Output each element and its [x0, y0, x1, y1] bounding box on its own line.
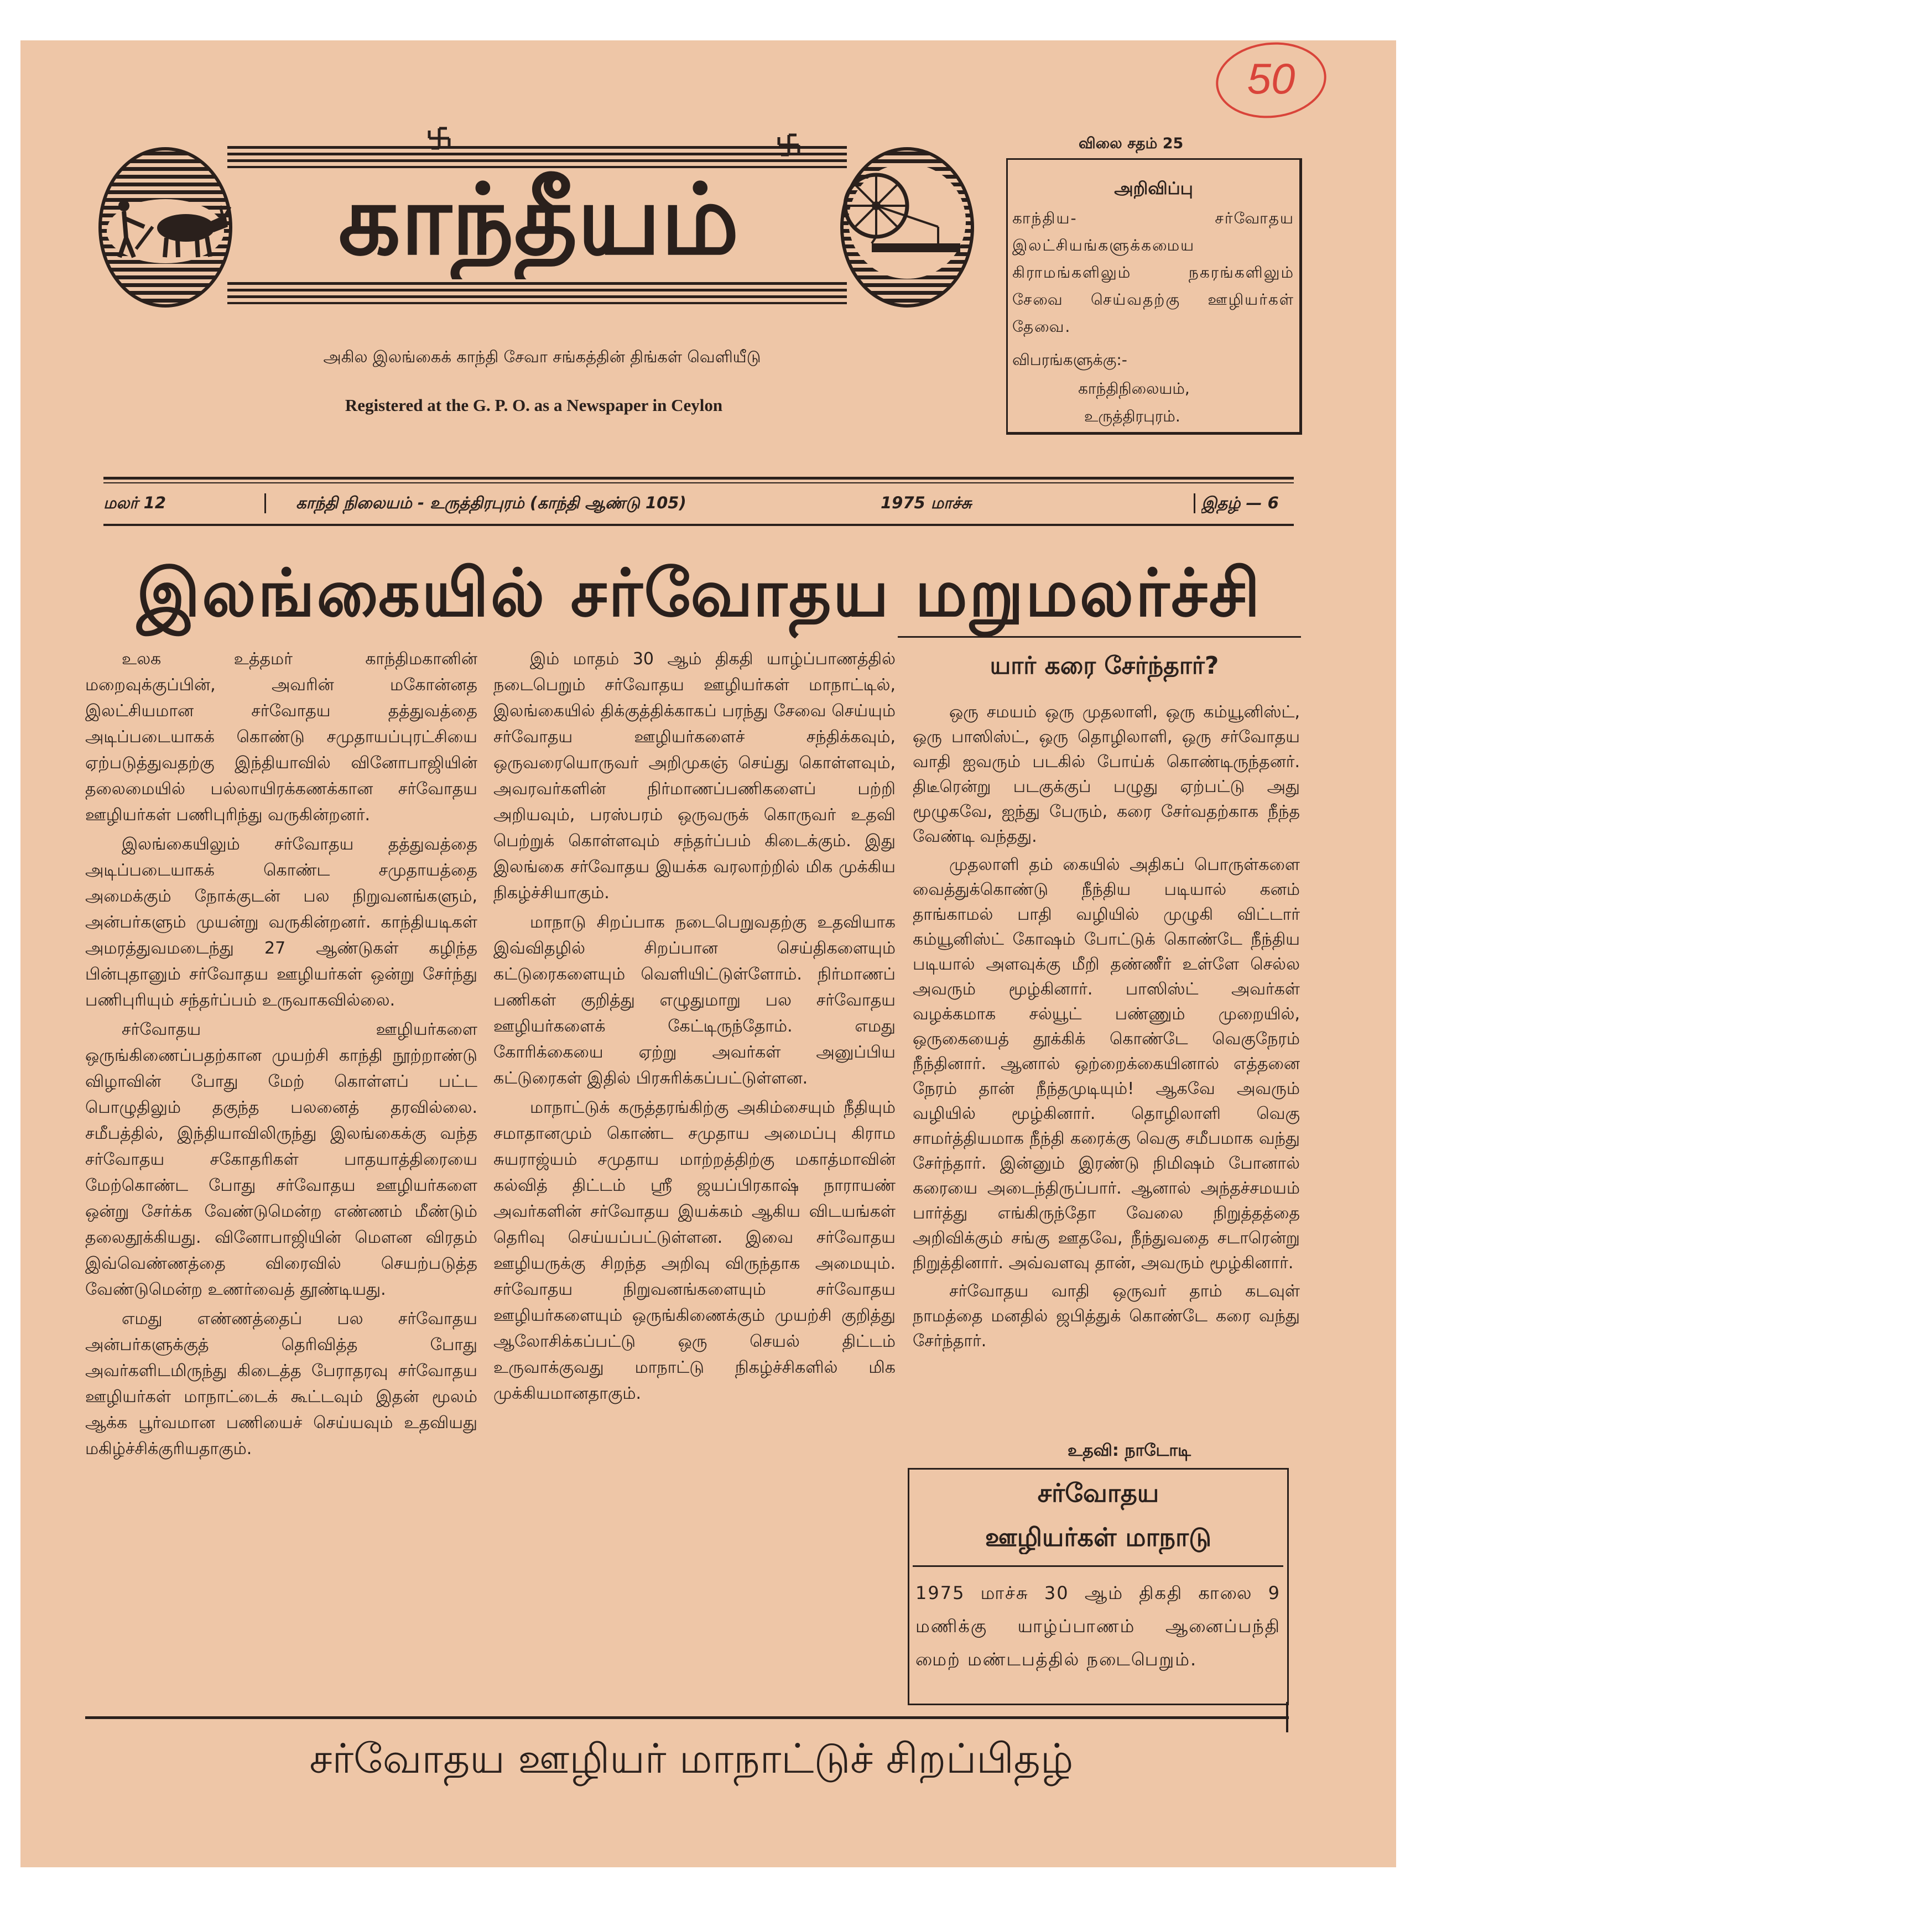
article-paragraph: சர்வோதய ஊழியர்களை ஒருங்கிணைப்பதற்கான முயற்சி காந்தி நூற்றாண்டு விழாவின் போது மேற் கொள்ளப் பட்ட பொழுதிலும் தகுந்த பலனைத் தரவில்லை. சமீபத்தில், இந்தியாவிலிருந்து இலங்கைக்கு வந்த சர்வோதய சகோதரிகள் பாதயாத்திரையை மேற்கொண்ட போது சர்வோதய ஊழியர்களை ஒன்று சேர்க்க வேண்டுமென்ற எண்ணம் மீண்டும் தலைதூக்கியது. வினோபாஜியின் மௌன விரதம் இவ்வெண்ணத்தை விரைவில் செயற்படுத்த வேண்டுமென்ற உணர்வைத் தூண்டியது.	[85, 1020, 477, 1299]
article-column-2	[493, 646, 896, 1702]
issue-date: 1975 மாச்சு	[881, 493, 972, 512]
footer-rule	[85, 1716, 1289, 1719]
issue-bar-bottom-rule	[103, 524, 1294, 526]
notice-address-line: உருத்திரபுரம்.	[1084, 407, 1180, 425]
conference-heading: சர்வோதய	[1037, 1478, 1159, 1508]
article-paragraph: மாநாடு சிறப்பாக நடைபெறுவதற்கு உதவியாக இவ்விதழில் சிறப்பான செய்திகளையும் கட்டுரைகளையும் வெளியிட்டுள்ளோம். நிர்மாணப் பணிகள் குறித்து எழுதுமாறு பல சர்வோதய ஊழியர்களைக் கேட்டிருந்தோம். எமது கோரிக்கையை ஏற்று அவர்கள் அனுப்பிய கட்டுரைகள் இதில் பிரசுரிக்கப்பட்டுள்ளன.	[493, 913, 896, 1088]
notice-contact-label: விபரங்களுக்கு:-	[1012, 351, 1127, 369]
article-column-1	[85, 646, 477, 1697]
issue-bar-divider	[1194, 493, 1195, 513]
masthead-bottom-rules	[227, 282, 847, 304]
story-credit: உதவி: நாடோடி	[1068, 1441, 1191, 1460]
conference-details: 1975 மாச்சு 30 ஆம் திகதி காலை 9 மணிக்கு யாழ்ப்பாணம் ஆனைப்பந்தி மைற் மண்டபத்தில் நடைபெறும்.	[915, 1582, 1281, 1670]
story-paragraph: சர்வோதய வாதி ஒருவர் தாம் கடவுள் நாமத்தை மனதில் ஜபித்துக் கொண்டே கரை வந்து சேர்ந்தார்.	[913, 1282, 1300, 1351]
article-paragraph: உலக உத்தமர் காந்திமகானின் மறைவுக்குப்பின், அவரின் மகோன்னத இலட்சியமான சர்வோதய தத்துவத்தை அடிப்படையாகக் கொண்டு சமுதாயப்புரட்சியை ஏற்படுத்துவதற்கு இந்தியாவில் வினோபாஜியின் தலைமையில் பல்லாயிரக்கணக்கான சர்வோதய ஊழியர்கள் பணிபுரிந்து வருகின்றனர்.	[85, 649, 477, 825]
masthead-title: காந்தீயம்	[338, 163, 740, 277]
conference-heading: ஊழியர்கள் மாநாடு	[985, 1522, 1212, 1552]
issue-bar-divider	[264, 493, 266, 513]
story-paragraph: முதலாளி தம் கையில் அதிகப் பொருள்களை வைத்துக்கொண்டு நீந்திய படியால் கனம் தாங்காமல் பாதி வழியில் முழுகி விட்டார் கம்யூனிஸ்ட் கோஷம் போட்டுக் கொண்டே நீந்திய படியால் அளவுக்கு மீறி தண்ணீர் உள்ளே செல்ல அவரும் மூழ்கினார். பாஸிஸ்ட் அவர்கள் வழக்கமாக சல்யூட் பண்ணும் முறையில், ஒருகையைத் தூக்கிக் கொண்டே வெகுநேரம் நீந்தினார். ஆனால் ஒற்றைக்கையினால் எத்தனை நேரம் தான் நீந்தமுடியும்! ஆகவே அவரும் வழியில் மூழ்கினார். தொழிலாளி வெகு சாமர்த்தியமாக நீந்தி கரைக்கு வெகு சமீபமாக வந்து சேர்ந்தார். இன்னும் இரண்டு நிமிஷம் போனால் கரையை அடைந்திருப்பார். ஆனால் அந்தச்சமயம் பார்த்து எங்கிருந்தோ வேலை நிறுத்தத்தை அறிவிக்கும் சங்கு ஊதவே, நீந்துவதை சடாரென்று நிறுத்தினார். அவ்வளவு தான், அவரும் மூழ்கினார்.	[913, 855, 1300, 1273]
conference-heading-rule	[913, 1565, 1283, 1567]
page-number-mark: 50	[1247, 54, 1295, 103]
issue-bar-top-rule	[103, 482, 1294, 483]
spinning-wheel-icon	[842, 149, 972, 306]
issue-place: காந்தி நிலையம் - உருத்திரபுரம் (காந்தி ஆண்டு 105)	[296, 493, 686, 512]
article-paragraph: எமது எண்ணத்தைப் பல சர்வோதய அன்பர்களுக்குத் தெரிவித்த போது அவர்களிடமிருந்து கிடைத்த பேராதரவு சர்வோதய ஊழியர்கள் மாநாட்டைக் கூட்டவும் இதன் மூலம் ஆக்க பூர்வமான பணியைச் செய்யவும் உதவியது மகிழ்ச்சிக்குரியதாகும்.	[85, 1309, 477, 1459]
notice-body: காந்திய- சர்வோதய இலட்சியங்களுக்கமைய கிராமங்களிலும் நகரங்களிலும் சேவை செய்வதற்கு ஊழியர்கள் தேவை.	[1012, 209, 1294, 336]
ploughman-icon	[100, 149, 231, 306]
story-paragraph: ஒரு சமயம் ஒரு முதலாளி, ஒரு கம்யூனிஸ்ட், ஒரு பாஸிஸ்ட், ஒரு தொழிலாளி, ஒரு சர்வோதய வாதி ஐவரும் படகில் போய்க் கொண்டிருந்தனர். திடீரென்று படகுக்குப் பழுது ஏற்பட்டு அது மூழுகவே, ஐந்து பேரும், கரை சேர்வதற்காக நீந்த வேண்டி வந்தது.	[913, 702, 1300, 846]
swastika-icon	[777, 133, 801, 157]
article-column-3	[913, 700, 1300, 1435]
issue-bar-top-rule	[103, 477, 1294, 480]
article-paragraph: இலங்கையிலும் சர்வோதய தத்துவத்தை அடிப்படையாகக் கொண்ட சமுதாயத்தை அமைக்கும் நோக்குடன் பல நிறுவனங்களும், அன்பர்களும் முயன்று வருகின்றனர். காந்தியடிகள் அமரத்துவமடைந்து 27 ஆண்டுகள் கழிந்த பின்புதானும் சர்வோதய ஊழியர்கள் ஒன்று சேர்ந்து பணிபுரியும் சந்தர்ப்பம் உருவாகவில்லை.	[85, 835, 477, 1010]
special-issue-banner: சர்வோதய ஊழியர் மாநாட்டுச் சிறப்பிதழ்	[309, 1735, 1074, 1783]
column-3-top-rule	[898, 636, 1301, 638]
notice-address-line: காந்திநிலையம்,	[1078, 379, 1190, 398]
price-label: விலை சதம் 25	[1079, 135, 1184, 152]
article-paragraph: மாநாட்டுக் கருத்தரங்கிற்கு அகிம்சையும் நீதியும் சமாதானமும் கொண்ட சமுதாய அமைப்பு கிராம சுயராஜ்யம் சமுதாய மாற்றத்திற்கு மகாத்மாவின் கல்வித் திட்டம் ஸ்ரீ ஜயப்பிரகாஷ் நாராயண் அவர்களின் சர்வோதய இயக்கம் ஆகிய விடயங்கள் தெரிவு செய்யப்பட்டுள்ளன. இவை சர்வோதய ஊழியருக்கு சிறந்த அறிவு விருந்தாக அமையும். சர்வோதய நிறுவனங்களையும் சர்வோதய ஊழியர்களையும் ஒருங்கிணைக்கும் முயற்சி குறித்து ஆலோசிக்கப்பட்டு ஒரு செயல் திட்டம் உருவாக்குவது மாநாட்டு நிகழ்ச்சிகளில் மிக முக்கியமானதாகும்.	[493, 1098, 896, 1403]
article-paragraph: இம் மாதம் 30 ஆம் திகதி யாழ்ப்பாணத்தில் நடைபெறும் சர்வோதய ஊழியர்கள் மாநாட்டில், இலங்கையில் திக்குத்திக்காகப் பரந்து சேவை செய்யும் சர்வோதய ஊழியர்களைச் சந்திக்கவும், ஒருவரையொருவர் அறிமுகஞ் செய்து கொள்ளவும், அவரவர்களின் நிர்மாணப்பணிகளைப் பற்றி அறியவும், பரஸ்பரம் ஒருவருக் கொருவர் உதவி பெற்றுக் கொள்ளவும் சந்தர்ப்பம் கிடைக்கும். இது இலங்கை சர்வோதய இயக்க வரலாற்றில் மிக முக்கிய நிகழ்ச்சியாகும்.	[493, 649, 896, 903]
issue-number: இதழ் — 6	[1201, 493, 1279, 512]
volume-number: மலர் 12	[103, 493, 166, 512]
story-heading: யார் கரை சேர்ந்தார்?	[990, 652, 1219, 680]
masthead-subtitle: அகில இலங்கைக் காந்தி சேவா சங்கத்தின் திங்கள் வெளியீடு	[323, 347, 761, 366]
notice-heading: அறிவிப்பு	[1114, 179, 1193, 199]
footer-rule-end	[1286, 1702, 1288, 1732]
registration-note: Registered at the G. P. O. as a Newspaper in Ceylon	[345, 395, 723, 415]
headline: இலங்கையில் சர்வோதய மறுமலர்ச்சி	[137, 555, 1262, 631]
swastika-icon	[427, 126, 451, 150]
